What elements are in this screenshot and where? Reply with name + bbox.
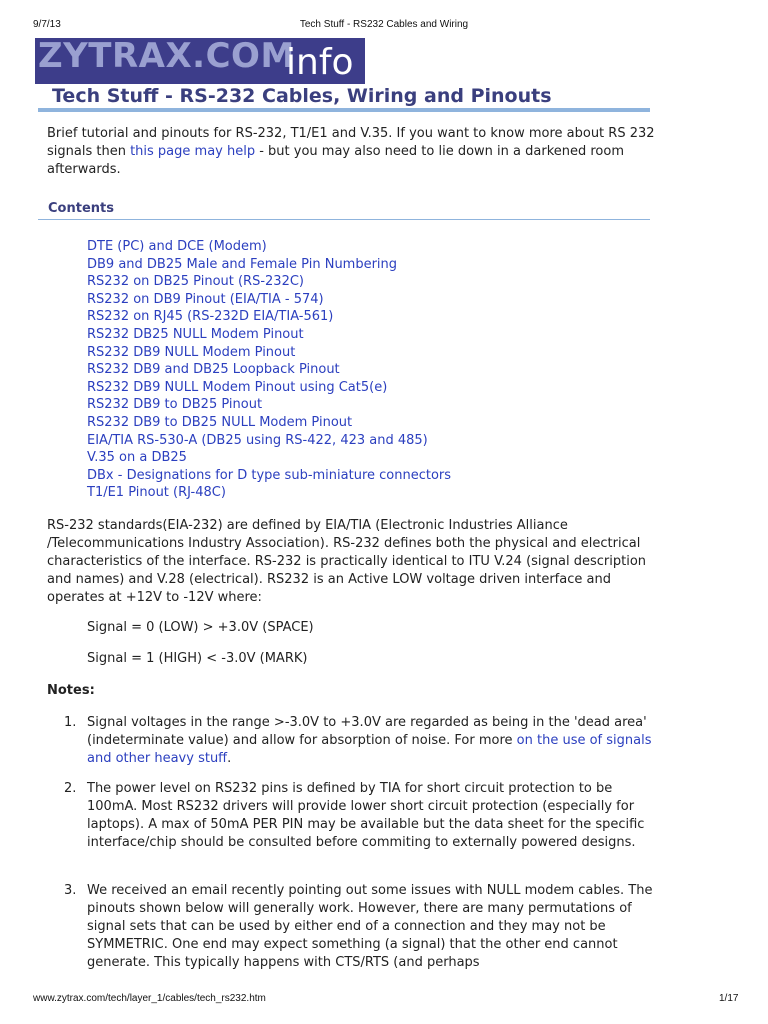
signals-heavy-stuff-link[interactable]: on the use of signals and other heavy stuff	[87, 733, 652, 766]
toc-link[interactable]: RS232 DB9 NULL Modem Pinout using Cat5(e)	[87, 379, 388, 395]
toc-link[interactable]: EIA/TIA RS-530-A (DB25 using RS-422, 423 and 485)	[87, 432, 428, 448]
toc-link[interactable]: RS232 on RJ45 (RS-232D EIA/TIA-561)	[87, 309, 334, 325]
note-number: 2.	[64, 781, 77, 796]
logo-wordmark: ZYTRAX.COM	[38, 38, 295, 76]
note-item	[64, 780, 659, 852]
toc-link[interactable]: DTE (PC) and DCE (Modem)	[87, 239, 267, 254]
toc-link[interactable]: T1/E1 Pinout (RJ-48C)	[87, 485, 226, 501]
note-number: 1.	[64, 715, 77, 730]
logo-info: info	[286, 42, 354, 83]
note-item	[64, 882, 659, 972]
table-of-contents	[87, 238, 451, 502]
page-number: 1/17	[719, 993, 739, 1004]
print-page-title: Tech Stuff - RS232 Cables and Wiring	[299, 19, 469, 30]
toc-link[interactable]: RS232 on DB25 Pinout (RS-232C)	[87, 274, 304, 290]
intro-text-after: - but you may also need to lie down in a darkened room afterwards.	[47, 144, 625, 177]
note-text: We received an email recently pointing out some issues with NULL modem cables. The pinouts shown below will generally work. However, there are many permutations of signal sets that can be used by either end of a connection and they may not be SYMMETRIC. One end may expect something (a signal) that the other end cannot generate. This typically happens with CTS/RTS (and perhaps	[87, 883, 653, 970]
toc-link[interactable]: RS232 DB9 and DB25 Loopback Pinout	[87, 362, 340, 378]
note-number: 3.	[64, 883, 77, 898]
contents-divider	[38, 219, 650, 220]
signal-one-definition: Signal = 1 (HIGH) < -3.0V (MARK)	[87, 651, 308, 666]
note-item	[64, 714, 659, 768]
toc-link[interactable]: RS232 DB9 to DB25 Pinout	[87, 397, 263, 413]
toc-link[interactable]: DB9 and DB25 Male and Female Pin Numbering	[87, 256, 398, 272]
toc-link[interactable]: DBx - Designations for D type sub-miniature connectors	[87, 467, 452, 483]
note-text-after: .	[227, 751, 232, 766]
note-text-before: Signal voltages in the range >-3.0V to +3.0V are regarded as being in the 'dead area' (indeterminate value) and allow for absorption of noise. For more	[87, 715, 647, 748]
toc-link[interactable]: V.35 on a DB25	[87, 450, 187, 466]
toc-link[interactable]: RS232 DB25 NULL Modem Pinout	[87, 326, 304, 342]
contents-heading: Contents	[48, 201, 114, 216]
print-url: www.zytrax.com/tech/layer_1/cables/tech_rs232.htm	[33, 993, 266, 1004]
notes-heading: Notes:	[47, 683, 95, 698]
toc-link[interactable]: RS232 on DB9 Pinout (EIA/TIA - 574)	[87, 291, 324, 307]
page-title: Tech Stuff - RS-232 Cables, Wiring and Pinouts	[52, 85, 552, 107]
standards-paragraph: RS-232 standards(EIA-232) are defined by EIA/TIA (Electronic Industries Alliance /Telecommunications Industry Association). RS-232 defines both the physical and electrical characteristics of the interface. RS-232 is practically identical to ITU V.24 (signal description and names) and V.28 (electrical). RS232 is an Active LOW voltage driven interface and operates at +12V to -12V where:	[47, 518, 647, 605]
intro-paragraph	[47, 125, 657, 179]
site-logo[interactable]	[35, 38, 365, 84]
intro-text-before: Brief tutorial and pinouts for RS-232, T1/E1 and V.35. If you want to know more about RS 232 signals then	[47, 126, 655, 159]
signal-zero-definition: Signal = 0 (LOW) > +3.0V (SPACE)	[87, 620, 314, 635]
rs232-signals-link[interactable]: this page may help	[130, 144, 256, 159]
toc-link[interactable]: RS232 DB9 NULL Modem Pinout	[87, 344, 296, 360]
title-divider	[38, 108, 650, 112]
toc-link[interactable]: RS232 DB9 to DB25 NULL Modem Pinout	[87, 414, 353, 430]
note-text: The power level on RS232 pins is defined by TIA for short circuit protection to be 100mA. Most RS232 drivers will provide lower short circuit protection (especially for laptops). A max of 50mA PER PIN may be available but the data sheet for the specific interface/chip should be consulted before commiting to externally powered designs.	[87, 781, 645, 850]
print-date: 9/7/13	[33, 19, 61, 30]
